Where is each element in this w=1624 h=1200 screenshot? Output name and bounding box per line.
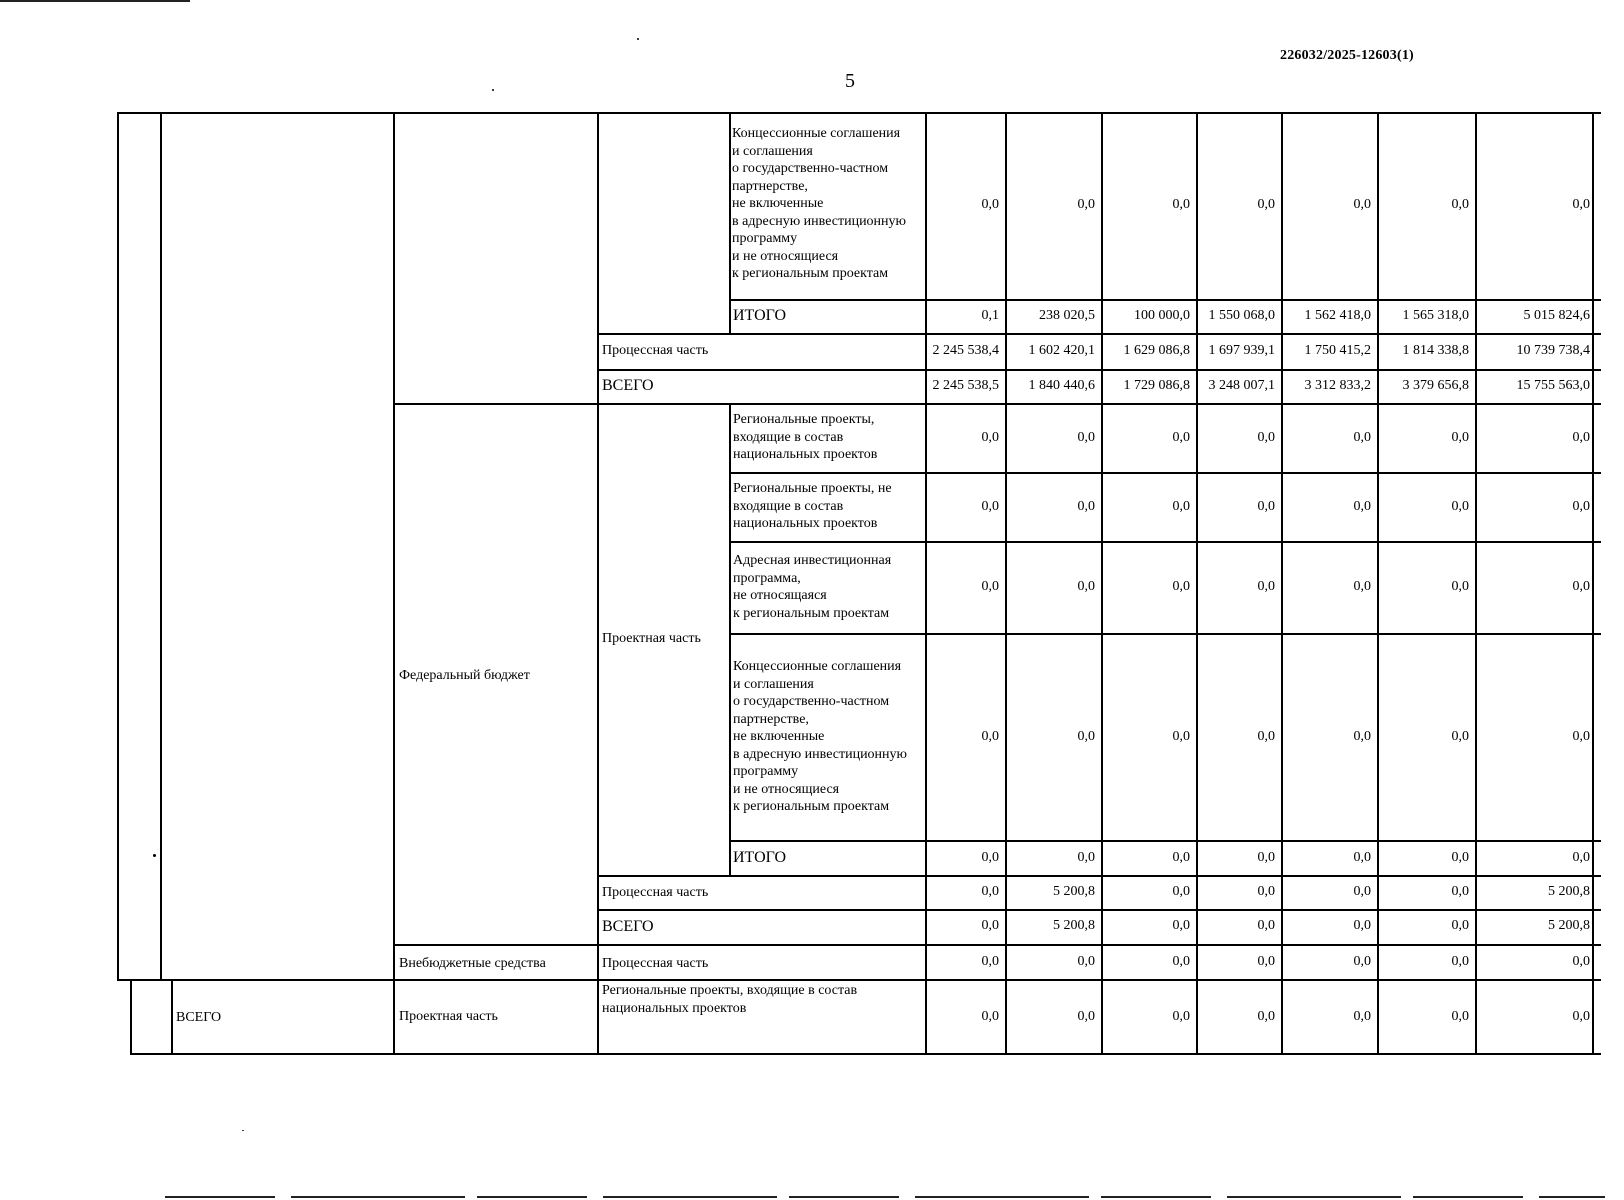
table-row-divider [597, 875, 1601, 877]
table-cell-value: 0,0 [1172, 729, 1190, 744]
table-cell-value: 0,0 [1172, 918, 1190, 933]
table-cell-value: 0,0 [1353, 430, 1371, 445]
row-label-regional-projects-not-in-national: Региональные проекты, не входящие в состав национальных проектов [733, 481, 892, 531]
table-cell-value: 5 200,8 [1548, 884, 1590, 899]
table-column-divider [925, 112, 927, 1055]
table-row-divider [393, 944, 1601, 946]
table-cell-value: 0,0 [1172, 954, 1190, 969]
table-cell-value: 0,0 [981, 850, 999, 865]
table-cell-value: 1 840 440,6 [1028, 378, 1095, 393]
table-cell-value: 0,0 [1077, 430, 1095, 445]
table-cell-value: 0,0 [1172, 850, 1190, 865]
table-cell-value: 0,0 [1353, 579, 1371, 594]
table-cell-value: 0,0 [1077, 579, 1095, 594]
label-project-part: Проектная часть [602, 631, 701, 646]
label-extrabudgetary-funds: Внебюджетные средства [399, 956, 546, 971]
table-cell-value: 0,0 [1172, 884, 1190, 899]
label-grand-total: ВСЕГО [176, 1010, 222, 1025]
table-cell-value: 0,0 [1257, 954, 1275, 969]
table-cell-value: 1 602 420,1 [1028, 343, 1095, 358]
table-cell-value: 15 755 563,0 [1516, 378, 1590, 393]
table-cell-value: 0,0 [1572, 850, 1590, 865]
table-cell-value: 0,0 [1257, 729, 1275, 744]
table-cell-value: 0,0 [1077, 729, 1095, 744]
table-row-divider [393, 403, 1601, 405]
table-cell-value: 0,0 [981, 1009, 999, 1024]
table-cell-value: 5 200,8 [1053, 918, 1095, 933]
table-cell-value: 0,0 [1451, 729, 1469, 744]
table-cell-value: 1 750 415,2 [1304, 343, 1371, 358]
row-label-total: ВСЕГО [602, 918, 654, 935]
table-cell-value: 0,0 [981, 729, 999, 744]
table-cell-value: 0,0 [1451, 430, 1469, 445]
row-label-regional-projects-in-national: Региональные проекты, входящие в состав национальных проектов [602, 983, 858, 1016]
table-cell-value: 0,0 [1257, 918, 1275, 933]
table-cell-value: 3 379 656,8 [1402, 378, 1469, 393]
table-cell-value: 1 565 318,0 [1402, 308, 1469, 323]
table-cell-value: 0,0 [981, 430, 999, 445]
scan-artifact-bottom-line [165, 1196, 1605, 1198]
table-cell-value: 0,0 [1572, 499, 1590, 514]
table-row-divider [729, 472, 1601, 474]
table-cell-value: 0,0 [1257, 850, 1275, 865]
table-cell-value: 0,0 [1172, 579, 1190, 594]
row-label-process-part: Процессная часть [602, 956, 709, 971]
table-cell-value: 0,0 [1172, 197, 1190, 212]
table-cell-value: 1 697 939,1 [1208, 343, 1275, 358]
table-row-divider [597, 369, 1601, 371]
table-cell-value: 0,0 [1451, 499, 1469, 514]
row-label-address-investment-program: Адресная инвестиционная программа, не относящаяся к региональным проектам [733, 553, 892, 621]
row-label-concession-agreements: Концессионные соглашения и соглашения о государственно-частном партнерстве, не включенные в адресную инвестиционную программу и не относящиеся к региональным проектам [732, 126, 907, 281]
table-column-divider [1377, 112, 1379, 1055]
table-cell-value: 0,0 [1451, 850, 1469, 865]
table-row-divider [729, 840, 1601, 842]
table-cell-value: 0,0 [1353, 884, 1371, 899]
table-cell-value: 0,0 [1572, 579, 1590, 594]
table-cell-value: 0,0 [981, 884, 999, 899]
table-cell-value: 2 245 538,4 [932, 343, 999, 358]
table-cell-value: 0,0 [1077, 1009, 1095, 1024]
table-cell-value: 0,0 [1257, 884, 1275, 899]
table-cell-value: 0,0 [1451, 579, 1469, 594]
table-cell-value: 3 312 833,2 [1304, 378, 1371, 393]
table-cell-value: 2 245 538,5 [932, 378, 999, 393]
document-registration-number: 226032/2025-12603(1) [1280, 48, 1414, 63]
table-cell-value: 0,0 [1353, 729, 1371, 744]
label-federal-budget: Федеральный бюджет [399, 668, 530, 683]
table-column-divider [171, 979, 173, 1055]
table-cell-value: 0,0 [1572, 954, 1590, 969]
table-cell-value: 1 814 338,8 [1402, 343, 1469, 358]
table-column-divider [393, 112, 395, 1055]
table-cell-value: 0,0 [1257, 499, 1275, 514]
table-cell-value: 1 729 086,8 [1123, 378, 1190, 393]
table-cell-value: 0,0 [1353, 954, 1371, 969]
table-cell-value: 0,0 [1077, 850, 1095, 865]
table-border-left [117, 112, 119, 980]
table-cell-value: 238 020,5 [1039, 308, 1095, 323]
table-column-divider [1475, 112, 1477, 1055]
table-cell-value: 0,0 [1172, 1009, 1190, 1024]
table-cell-value: 0,0 [981, 918, 999, 933]
label-project-part-bottom: Проектная часть [399, 1009, 498, 1024]
row-label-itogo: ИТОГО [733, 307, 787, 324]
row-label-itogo: ИТОГО [733, 849, 787, 866]
table-cell-value: 0,0 [981, 197, 999, 212]
table-cell-value: 0,0 [1257, 197, 1275, 212]
table-cell-value: 0,0 [981, 954, 999, 969]
table-cell-value: 0,1 [981, 308, 999, 323]
table-column-divider [1196, 112, 1198, 1055]
table-cell-value: 0,0 [1451, 197, 1469, 212]
table-column-divider [160, 112, 162, 980]
table-cell-value: 1 562 418,0 [1304, 308, 1371, 323]
table-cell-value: 0,0 [1451, 884, 1469, 899]
table-cell-value: 0,0 [1451, 1009, 1469, 1024]
row-label-regional-projects-in-national: Региональные проекты, входящие в состав национальных проектов [733, 412, 878, 462]
table-cell-value: 1 550 068,0 [1208, 308, 1275, 323]
table-cell-value: 0,0 [1353, 197, 1371, 212]
table-cell-value: 0,0 [1353, 499, 1371, 514]
table-row-divider [597, 909, 1601, 911]
row-label-concession-agreements: Концессионные соглашения и соглашения о государственно-частном партнерстве, не включенные в адресную инвестиционную программу и не относящиеся к региональным проектам [733, 659, 908, 814]
table-row-divider [729, 541, 1601, 543]
table-cell-value: 0,0 [1172, 430, 1190, 445]
page-number: 5 [845, 70, 855, 92]
row-label-process-part: Процессная часть [602, 885, 709, 900]
table-cell-value: 0,0 [1257, 430, 1275, 445]
row-label-total: ВСЕГО [602, 377, 654, 394]
table-cell-value: 5 015 824,6 [1523, 308, 1590, 323]
table-cell-value: 0,0 [1572, 729, 1590, 744]
table-cell-value: 0,0 [1353, 1009, 1371, 1024]
table-cell-value: 5 200,8 [1548, 918, 1590, 933]
table-border-right [1592, 112, 1594, 1055]
table-cell-value: 0,0 [1172, 499, 1190, 514]
table-cell-value: 0,0 [1077, 197, 1095, 212]
table-cell-value: 100 000,0 [1134, 308, 1190, 323]
table-cell-value: 3 248 007,1 [1208, 378, 1275, 393]
table-cell-value: 0,0 [1257, 579, 1275, 594]
table-cell-value: 0,0 [1572, 430, 1590, 445]
table-column-divider [729, 112, 731, 334]
table-cell-value: 10 739 738,4 [1516, 343, 1590, 358]
table-border-left-bottom [130, 979, 132, 1055]
table-row-divider [597, 333, 1601, 335]
table-cell-value: 0,0 [1353, 850, 1371, 865]
table-cell-value: 0,0 [981, 579, 999, 594]
table-column-divider [597, 112, 599, 1055]
table-cell-value: 0,0 [1572, 197, 1590, 212]
table-cell-value: 0,0 [1353, 918, 1371, 933]
table-column-divider [1005, 112, 1007, 1055]
table-row-divider [729, 299, 1601, 301]
table-cell-value: 5 200,8 [1053, 884, 1095, 899]
table-cell-value: 0,0 [981, 499, 999, 514]
row-label-process-part: Процессная часть [602, 343, 709, 358]
table-border-bottom [130, 1053, 1601, 1055]
table-cell-value: 0,0 [1077, 954, 1095, 969]
table-row-divider [729, 633, 1601, 635]
table-cell-value: 0,0 [1572, 1009, 1590, 1024]
table-cell-value: 0,0 [1257, 1009, 1275, 1024]
table-cell-value: 0,0 [1077, 499, 1095, 514]
table-column-divider [1281, 112, 1283, 1055]
table-column-divider [1101, 112, 1103, 1055]
table-cell-value: 0,0 [1451, 954, 1469, 969]
table-column-divider [729, 403, 731, 876]
table-cell-value: 1 629 086,8 [1123, 343, 1190, 358]
table-cell-value: 0,0 [1451, 918, 1469, 933]
